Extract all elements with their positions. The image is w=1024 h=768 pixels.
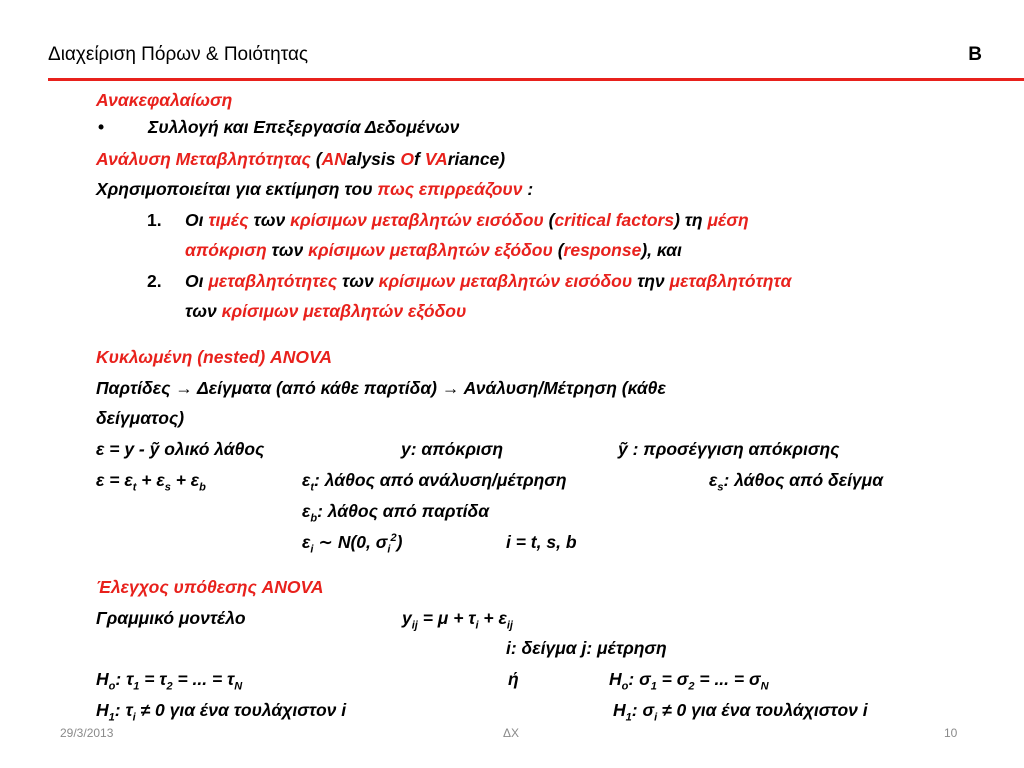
nested-line2: δείγματος) <box>96 408 185 428</box>
or-label: ή <box>508 669 519 689</box>
slide-title: Διαχείριση Πόρων & Ποιότητας <box>48 44 309 65</box>
header-rule <box>48 78 1024 81</box>
h1-sigma: $H_1$: $\sigma_i \ne 0$ για ένα τουλάχιστον i <box>613 700 868 724</box>
footer-page-number: 10 <box>944 726 958 740</box>
eb-def: $\varepsilon_b$: λάθος από παρτίδα <box>302 501 490 525</box>
anova-use: Χρησιμοποιείται για εκτίμηση του πως επιρρεάζουν : <box>96 179 534 199</box>
h0-sigma: $H_o$: $\sigma_1 = \sigma_2$ = ... = $\sigma_N$ <box>609 669 769 693</box>
nested-heading: Κυκλωμένη (nested) ANOVA <box>96 347 333 367</box>
item1-number: 1. <box>147 210 162 230</box>
ei-dist: $\varepsilon_i$ ∼ N(0, $\sigma_i^2$) <box>302 532 403 556</box>
anova-heading: Ανάλυση Μεταβλητότητας (ANalysis Of VAriance) <box>96 149 506 169</box>
recap-bullet-text: Συλλογή και Επεξεργασία Δεδομένων <box>148 117 460 137</box>
recap-heading: Ανακεφαλαίωση <box>96 90 233 110</box>
section-label: B <box>968 44 982 65</box>
index-set: i = t, s, b <box>506 532 577 552</box>
footer-date: 29/3/2013 <box>60 726 114 740</box>
linear-model-label: Γραμμικό μοντέλο <box>96 608 246 628</box>
nested-line1: Παρτίδες → Δείγματα (από κάθε παρτίδα) → Ανάλυση/Μέτρηση (κάθε <box>96 378 666 398</box>
et-def: $\varepsilon_t$: λάθος από ανάλυση/μέτρηση <box>302 470 567 494</box>
h1-tau: $H_1$: $\tau_i \ne 0$ για ένα τουλάχιστον i <box>96 700 347 724</box>
bullet: • <box>98 117 105 137</box>
linear-model-eq: $y_{ij} = \mu + \tau_i + \varepsilon_{ij}$ <box>402 608 513 632</box>
item2-line2: των κρίσιμων μεταβλητών εξόδου <box>185 301 467 321</box>
item1-line1: Οι τιμές των κρίσιμων μεταβλητών εισόδου (critical factors) τη μέση <box>185 210 749 230</box>
approx-def: ỹ : προσέγγιση απόκρισης <box>618 439 840 459</box>
h0-tau: $H_o$: $\tau_1 = \tau_2$ = ... = $\tau_N$ <box>96 669 243 693</box>
item1-line2: απόκριση των κρίσιμων μεταβλητών εξόδου (response), και <box>185 240 682 260</box>
response-def: y: απόκριση <box>401 439 504 459</box>
slide-header <box>48 44 988 70</box>
hypothesis-heading: Έλεγχος υπόθεσης ANOVA <box>96 577 324 597</box>
item2-line1: Οι μεταβλητότητες των κρίσιμων μεταβλητών εισόδου την μεταβλητότητα <box>185 271 792 291</box>
footer-author: ΔΧ <box>503 726 520 740</box>
total-error: ε = y - ỹ ολικό λάθος <box>96 439 265 459</box>
es-def: $\varepsilon_s$: λάθος από δείγμα <box>709 470 884 494</box>
item2-number: 2. <box>147 271 162 291</box>
error-sum: $\varepsilon = \varepsilon_t + \varepsilon_s + \varepsilon_b$ <box>96 470 206 494</box>
index-legend: i: δείγμα j: μέτρηση <box>506 638 667 658</box>
